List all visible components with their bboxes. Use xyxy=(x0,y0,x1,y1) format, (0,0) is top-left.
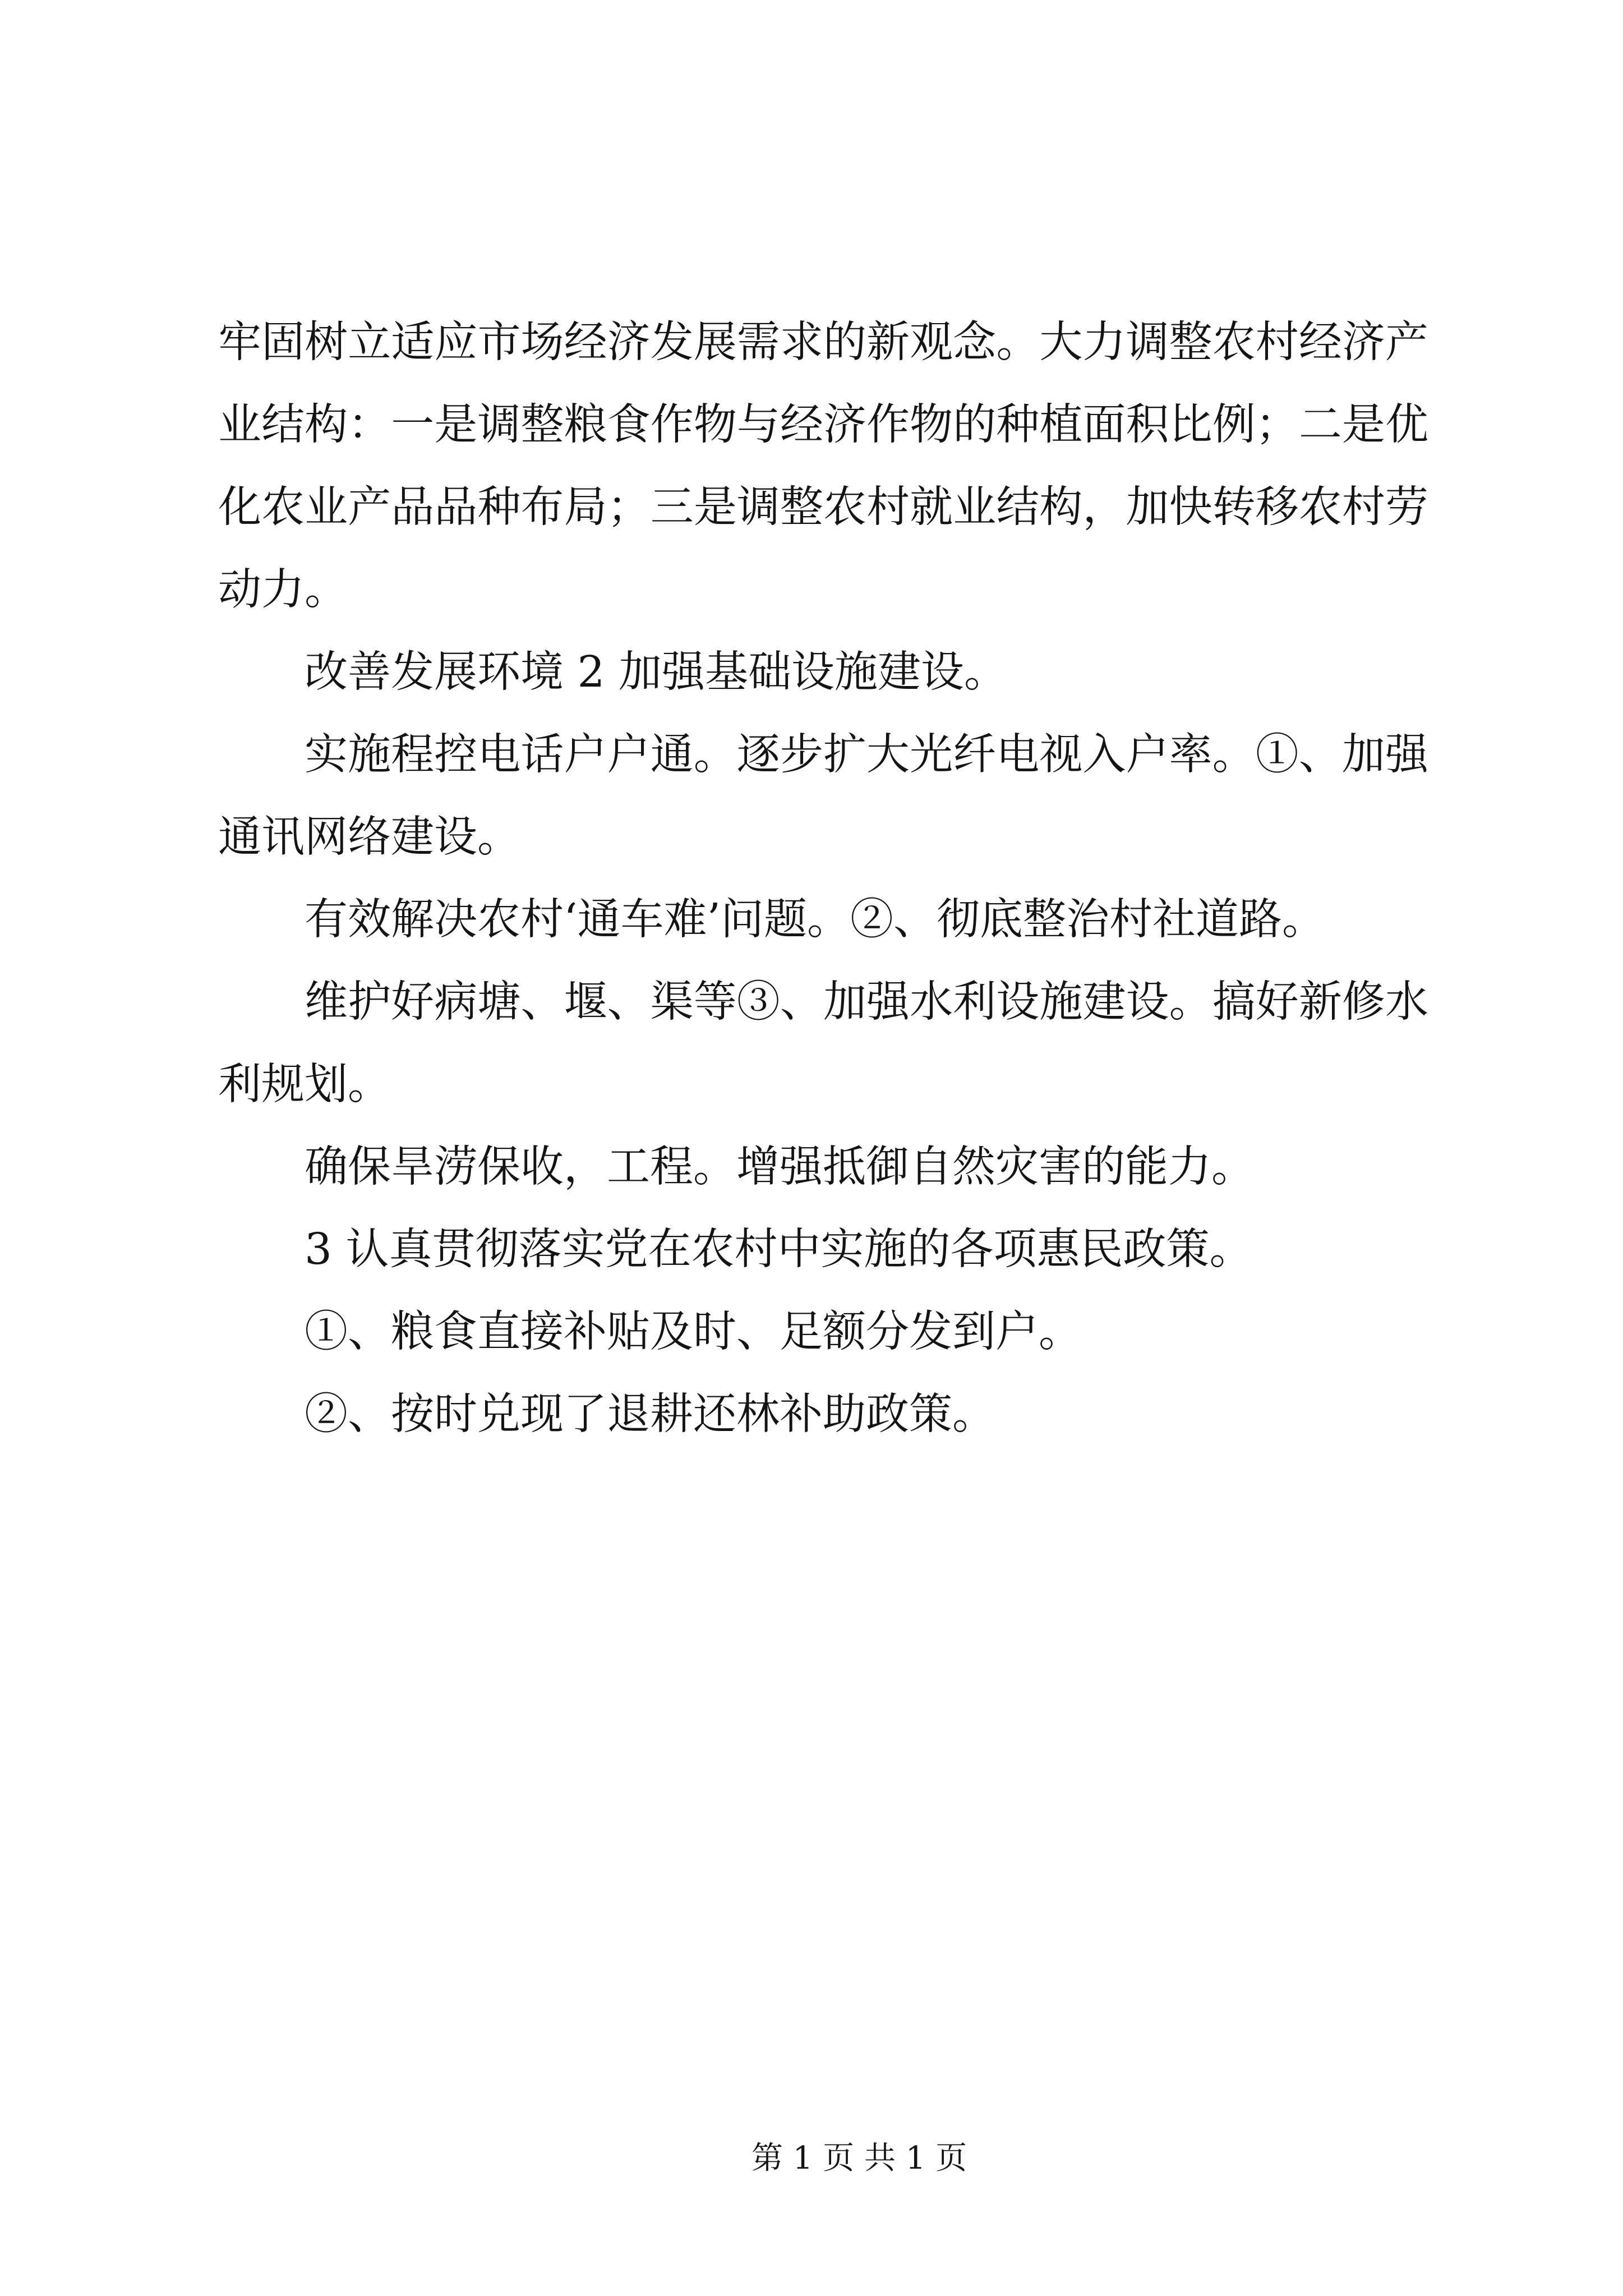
paragraph xyxy=(218,714,1428,878)
text-line: 利规划。 xyxy=(218,1060,391,1110)
text-line: 确保旱涝保收，工程。增强抵御自然灾害的能力。 xyxy=(305,1142,1255,1192)
text-line: 牢固树立适应市场经济发展需求的新观念。大力调整农村经济产 xyxy=(218,318,1428,367)
paragraph xyxy=(218,631,1428,714)
text-line: 有效解决农村‘通车难’问题。②、彻底整治村社道路。 xyxy=(305,895,1325,945)
paragraph xyxy=(218,1126,1428,1208)
paragraph xyxy=(218,1373,1428,1456)
page-number-footer: 第 1 页 共 1 页 xyxy=(751,2140,967,2177)
text-line: 通讯网络建设。 xyxy=(218,812,520,862)
text-line: 实施程控电话户户通。逐步扩大光纤电视入户率。①、加强 xyxy=(305,730,1428,780)
paragraph xyxy=(218,301,1428,631)
paragraph xyxy=(218,1208,1428,1291)
document-body xyxy=(218,301,1428,1456)
text-line: 动力。 xyxy=(218,565,348,615)
text-line: 改善发展环境 2 加强基础设施建设。 xyxy=(305,647,1007,697)
paragraph xyxy=(218,1291,1428,1373)
text-line: 化农业产品品种布局；三是调整农村就业结构，加快转移农村劳 xyxy=(218,482,1428,532)
text-line: 维护好病塘、堰、渠等③、加强水利设施建设。搞好新修水 xyxy=(305,977,1428,1027)
paragraph xyxy=(218,878,1428,961)
text-line: ②、按时兑现了退耕还林补助政策。 xyxy=(305,1389,995,1439)
text-line: 3 认真贯彻落实党在农村中实施的各项惠民政策。 xyxy=(305,1225,1253,1274)
text-line: ①、粮食直接补贴及时、足额分发到户。 xyxy=(305,1307,1082,1357)
text-line: 业结构：一是调整粮食作物与经济作物的种植面积比例；二是优 xyxy=(218,400,1428,450)
paragraph xyxy=(218,961,1428,1126)
